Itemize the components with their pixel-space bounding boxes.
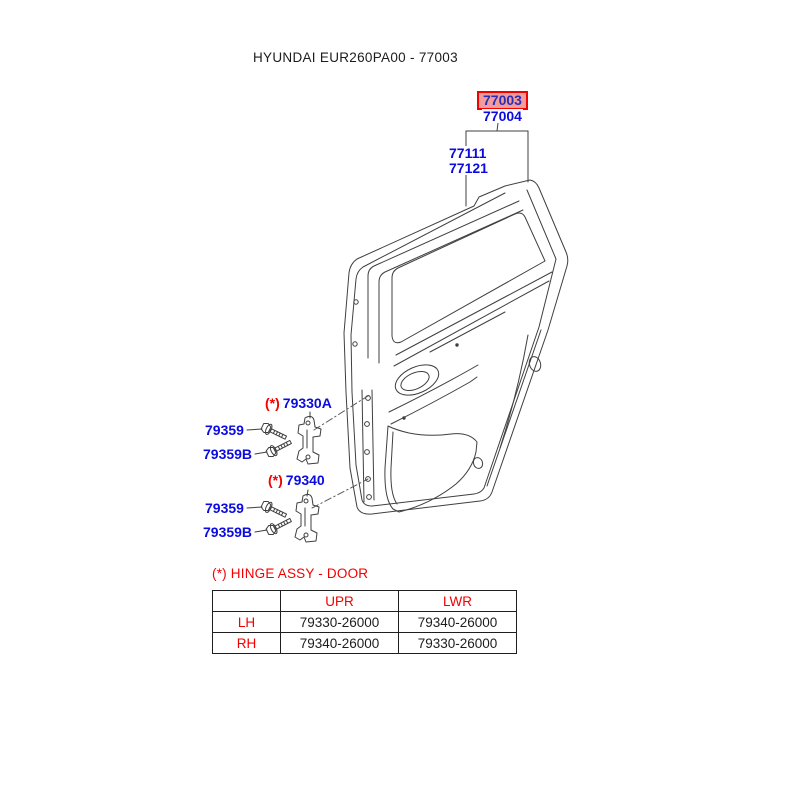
callout-79359B-upper[interactable]: 79359B xyxy=(203,446,253,462)
asterisk-note-marker: (*) xyxy=(268,472,283,488)
col-header-upr: UPR xyxy=(281,591,399,612)
callout-79359-lower[interactable]: 79359 xyxy=(205,500,244,516)
bolt-icon-lower-2 xyxy=(265,515,293,537)
callout-79359-upper[interactable]: 79359 xyxy=(205,422,244,438)
hinge-table-title: (*) HINGE ASSY - DOOR xyxy=(212,566,369,581)
lower-hinge-icon xyxy=(295,494,319,542)
cell-lh-lwr: 79340-26000 xyxy=(399,612,517,633)
asterisk-note-marker: (*) xyxy=(265,395,280,411)
bolt-icon-upper-1 xyxy=(260,421,288,442)
cell-rh-upr: 79340-26000 xyxy=(281,633,399,654)
bolt-icon-upper-2 xyxy=(265,437,293,459)
table-row-rh xyxy=(213,633,517,654)
callout-77121[interactable]: 77121 xyxy=(449,159,488,176)
callout-79340[interactable]: (*) 79340 xyxy=(268,472,325,488)
inner-panel xyxy=(385,330,543,512)
table-row-lh xyxy=(213,612,517,633)
belt-line xyxy=(394,272,552,366)
cell-lh-upr: 79330-26000 xyxy=(281,612,399,633)
hinge-assy-section xyxy=(212,566,517,654)
row-header-rh: RH xyxy=(213,633,281,654)
hinge-flange xyxy=(353,300,374,502)
diagonal-corner-cell xyxy=(213,591,281,612)
callout-77111-77121[interactable] xyxy=(448,146,489,175)
callout-79330A[interactable]: (*) 79330A xyxy=(265,395,332,411)
callout-77003-selected[interactable]: 77003 xyxy=(477,91,528,110)
callout-79359B-lower[interactable]: 79359B xyxy=(203,524,253,540)
bolt-icon-lower-1 xyxy=(260,499,288,520)
window-frame xyxy=(368,201,545,363)
row-header-lh: LH xyxy=(213,612,281,633)
door-outline xyxy=(344,180,568,514)
hinge-table-header-row xyxy=(213,591,517,612)
callout-77111[interactable]: 77111 xyxy=(449,145,487,161)
upper-hinge-icon xyxy=(297,416,321,464)
hinge-table xyxy=(212,590,517,654)
cell-rh-lwr: 79330-26000 xyxy=(399,633,517,654)
col-header-lwr: LWR xyxy=(399,591,517,612)
callout-77004[interactable]: 77004 xyxy=(483,108,522,124)
page-title: HYUNDAI EUR260PA00 - 77003 xyxy=(253,50,458,65)
